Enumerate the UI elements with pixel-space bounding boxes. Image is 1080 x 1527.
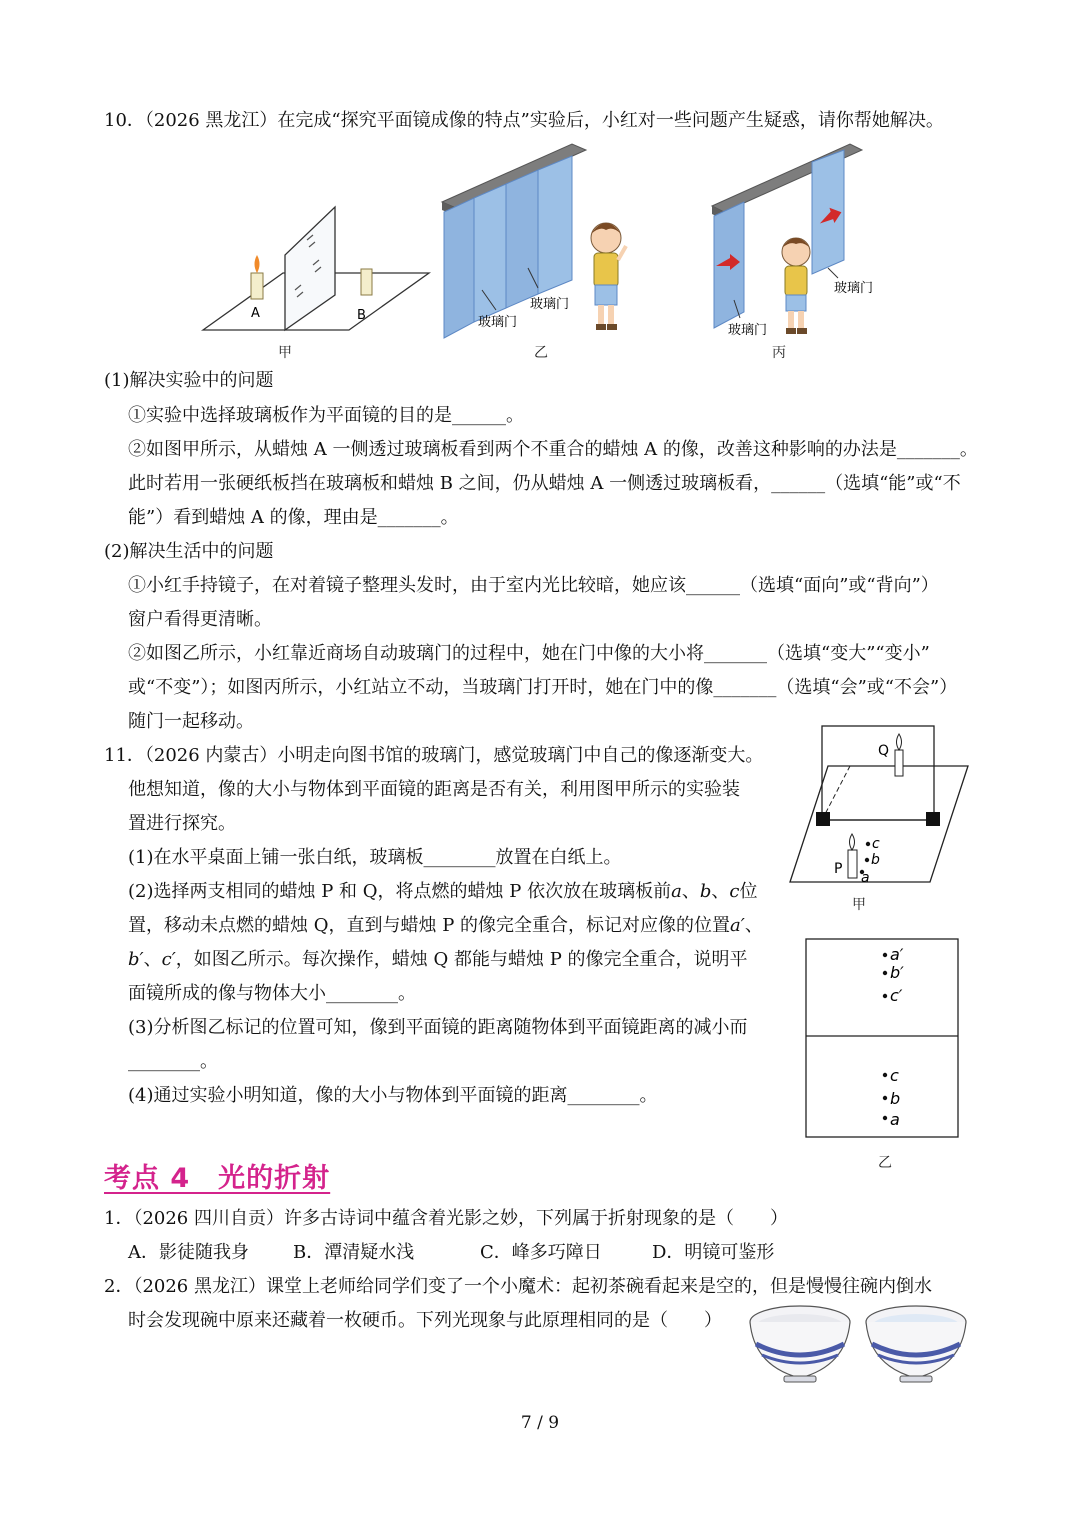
bowls-figure [748, 1300, 978, 1390]
q11-figure-yi [805, 938, 961, 1140]
section-title: 考点 4 光的折射 [104, 1163, 331, 1194]
q11-jia-label-p: P [834, 861, 843, 877]
q10-yi-door-label-2: 玻璃门 [478, 315, 518, 330]
q10-jia-label-b: B [357, 308, 366, 323]
r1-option-b: B．潭清疑水浅 [293, 1242, 415, 1263]
q11-part2-line1: (2)选择两支相同的蜡烛 P 和 Q，将点燃的蜡烛 P 依次放在玻璃板前a、b、c位 [128, 881, 758, 902]
q11-yi-pt-a1: a′ [890, 945, 904, 964]
q11-yi-pt-b1: b′ [890, 963, 904, 982]
q10-stem: 10．（2026 黑龙江）在完成“探究平面镜成像的特点”实验后，小红对一些问题产生疑惑，请你帮她解决。 [104, 110, 944, 131]
q11-jia-pt-a: a [861, 870, 870, 886]
q11-part4: (4)通过实验小明知道，像的大小与物体到平面镜的距离________。 [128, 1085, 658, 1106]
q10-part1-q2-line1: ②如图甲所示，从蜡烛 A 一侧透过玻璃板看到两个不重合的蜡烛 A 的像，改善这种影响的办法是_______。 [128, 439, 978, 460]
r1-option-c: C．峰多巧障日 [480, 1242, 602, 1263]
q10-caption-yi: 乙 [534, 345, 548, 361]
q11-stem-line3: 置进行探究。 [128, 813, 236, 834]
q11-jia-pt-b: b [871, 852, 880, 868]
r1-option-a: A．影徒随我身 [128, 1242, 249, 1263]
q11-figure-jia [788, 722, 978, 892]
r1-option-d: D．明镜可鉴形 [652, 1242, 775, 1263]
q11-stem-line2: 他想知道，像的大小与物体到平面镜的距离是否有关，利用图甲所示的实验装 [128, 779, 740, 800]
q10-caption-bing: 丙 [772, 345, 786, 361]
q10-part2-q2-line2: 或“不变”）；如图丙所示，小红站立不动，当玻璃门打开时，她在门中的像_______（选填“会”或“不会”） [128, 677, 958, 698]
q10-figure-bing [710, 140, 890, 340]
q10-part2-title: (2)解决生活中的问题 [104, 541, 274, 562]
q10-bing-door-label-2: 玻璃门 [728, 323, 768, 338]
q11-part3-line1: (3)分析图乙标记的位置可知，像到平面镜的距离随物体到平面镜距离的减小而 [128, 1017, 748, 1038]
q11-stem-line1: 11．（2026 内蒙古）小明走向图书馆的玻璃门，感觉玻璃门中自己的像逐渐变大。 [104, 745, 764, 766]
q10-part1-q2-line2: 此时若用一张硬纸板挡在玻璃板和蜡烛 B 之间，仍从蜡烛 A 一侧透过玻璃板看，______（选填“能”或“不 [128, 473, 961, 494]
q10-part2-q2-line3: 随门一起移动。 [128, 711, 254, 732]
q10-part1-q2-line3: 能”）看到蜡烛 A 的像，理由是_______。 [128, 507, 459, 528]
q10-figure-yi [438, 140, 658, 340]
q11-yi-pt-b: b [890, 1089, 901, 1108]
q11-part2-line4: 面镜所成的像与物体大小________。 [128, 983, 416, 1004]
q11-yi-pt-c: c [890, 1066, 899, 1085]
q11-part3-line2: ________。 [128, 1051, 218, 1072]
q10-yi-door-label-1: 玻璃门 [530, 297, 570, 312]
q11-jia-pt-c: c [872, 836, 880, 852]
q11-yi-pt-c1: c′ [890, 986, 903, 1005]
q11-caption-jia: 甲 [852, 897, 866, 913]
page-number: 7 / 9 [520, 1413, 560, 1433]
q10-jia-label-a: A [251, 306, 260, 321]
q11-part2-line3: b′、c′，如图乙所示。每次操作，蜡烛 Q 都能与蜡烛 P 的像完全重合，说明平 [128, 949, 748, 970]
q11-caption-yi: 乙 [878, 1155, 892, 1171]
q10-bing-door-label-1: 玻璃门 [834, 281, 874, 296]
r2-stem-line1: 2．（2026 黑龙江）课堂上老师给同学们变了一个小魔术：起初茶碗看起来是空的，但是慢慢往碗内倒水 [104, 1276, 932, 1297]
q11-part1: (1)在水平桌面上铺一张白纸，玻璃板________放置在白纸上。 [128, 847, 622, 868]
q10-caption-jia: 甲 [278, 345, 292, 361]
q10-part2-q1-line2: 窗户看得更清晰。 [128, 609, 272, 630]
q11-jia-label-q: Q [878, 743, 890, 759]
q10-part1-title: (1)解决实验中的问题 [104, 370, 274, 391]
q10-part2-q2-line1: ②如图乙所示，小红靠近商场自动玻璃门的过程中，她在门中像的大小将_______（选填“变大”“变小” [128, 643, 930, 664]
q11-yi-pt-a: a [890, 1110, 900, 1129]
q11-part2-line2: 置，移动未点燃的蜡烛 Q，直到与蜡烛 P 的像完全重合，标记对应像的位置a′、 [128, 915, 763, 936]
q10-part2-q1-line1: ①小红手持镜子，在对着镜子整理头发时，由于室内光比较暗，她应该______（选填“面向”或“背向”） [128, 575, 939, 596]
q10-figure-jia [195, 195, 435, 355]
r2-stem-line2: 时会发现碗中原来还藏着一枚硬币。下列光现象与此原理相同的是（ ） [128, 1310, 722, 1331]
r1-stem: 1．（2026 四川自贡）许多古诗词中蕴含着光影之妙，下列属于折射现象的是（ ） [104, 1208, 788, 1229]
q10-part1-q1: ①实验中选择玻璃板作为平面镜的目的是______。 [128, 405, 524, 426]
